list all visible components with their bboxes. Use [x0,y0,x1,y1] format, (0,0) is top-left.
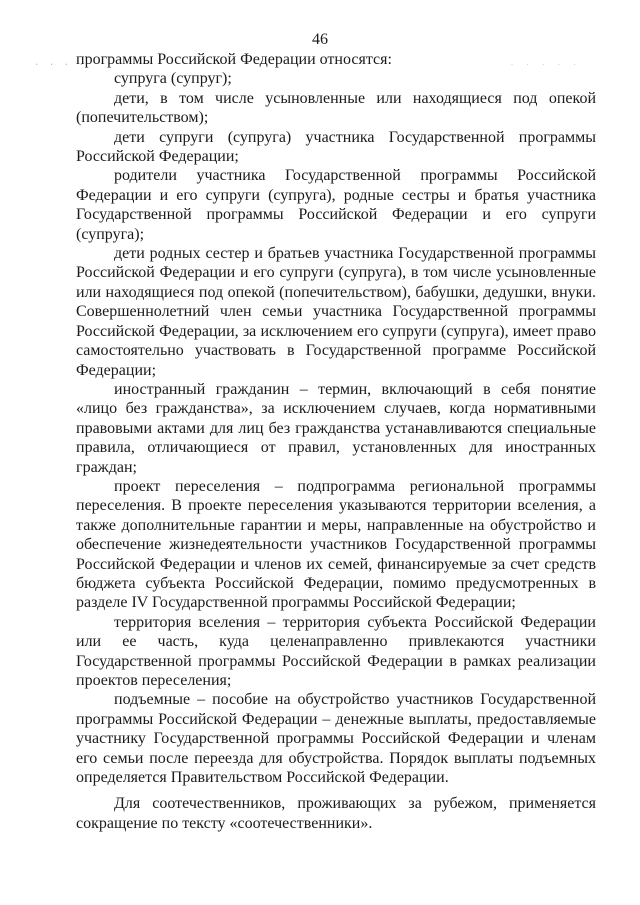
paragraph-children: дети, в том числе усыновленные или находящиеся под опекой (попечительством); [76,89,596,127]
paragraph-settlement-territory: территория вселения – территория субъекта Российской Федерации или ее часть, куда целенаправленно привлекаются участники Государственной программы Российской Федерации в рамках реализации проектов переселения; [76,613,596,689]
paragraph-compatriots-abbreviation: Для соотечественников, проживающих за рубежом, применяется сокращение по тексту «соотечественники». [76,795,596,832]
paragraph-relocation-allowance: подъемные – пособие на обустройство участников Государственной программы Российской Федерации – денежные выплаты, предоставляемые участнику Государственной программы Российской Федерации и членам его семьи после переезда для обустройства. Порядок выплаты подъемных определяется Правительством Российской Федерации. [76,691,596,787]
scan-artifact-left: . . . . [34,58,86,68]
scan-artifact-right: . . . . . [509,58,580,67]
paragraph-nephews-grandparents: дети родных сестер и братьев участника Государственной программы Российской Федерации и его супруги (супруга), в том числе усыновленные или находящиеся под опекой (попечительством), бабушки, дедушки, внуки. Совершеннолетний член семьи участника Государственной программы Российской Федерации, за исключением его супруги (супруга), имеет право самостоятельно участвовать в Государственной программе Российской Федерации; [76,245,596,379]
paragraph-foreign-citizen: иностранный гражданин – термин, включающий в себя понятие «лицо без гражданства», за исключением случаев, когда нормативными правовыми актами для лиц без гражданства устанавливаются специальные правила, отличающиеся от правил, установленных для иностранных граждан; [76,380,596,476]
paragraph-spouse: супруга (супруг); [114,70,232,88]
page-number: 46 [312,31,328,48]
document-body [76,50,596,833]
paragraph-continuation: программы Российской Федерации относятся: [76,51,392,68]
paragraph-spouse-children: дети супруги (супруга) участника Государственной программы Российской Федерации; [76,128,596,166]
paragraph-resettlement-project: проект переселения – подпрограмма региональной программы переселения. В проекте переселения указываются территории вселения, а также дополнительные гарантии и меры, направленные на обустройство и обеспечение жизнедеятельности участников Государственной программы Российской Федерации и членов их семей, финансируемые за счет средств бюджета субъекта Российской Федерации, помимо предусмотренных в разделе IV Государственной программы Российской Федерации; [76,477,596,612]
paragraph-parents-siblings: родители участника Государственной программы Российской Федерации и его супруги (супруга), родные сестры и братья участника Государственной программы Российской Федерации и его супруги (супруга); [76,167,596,243]
